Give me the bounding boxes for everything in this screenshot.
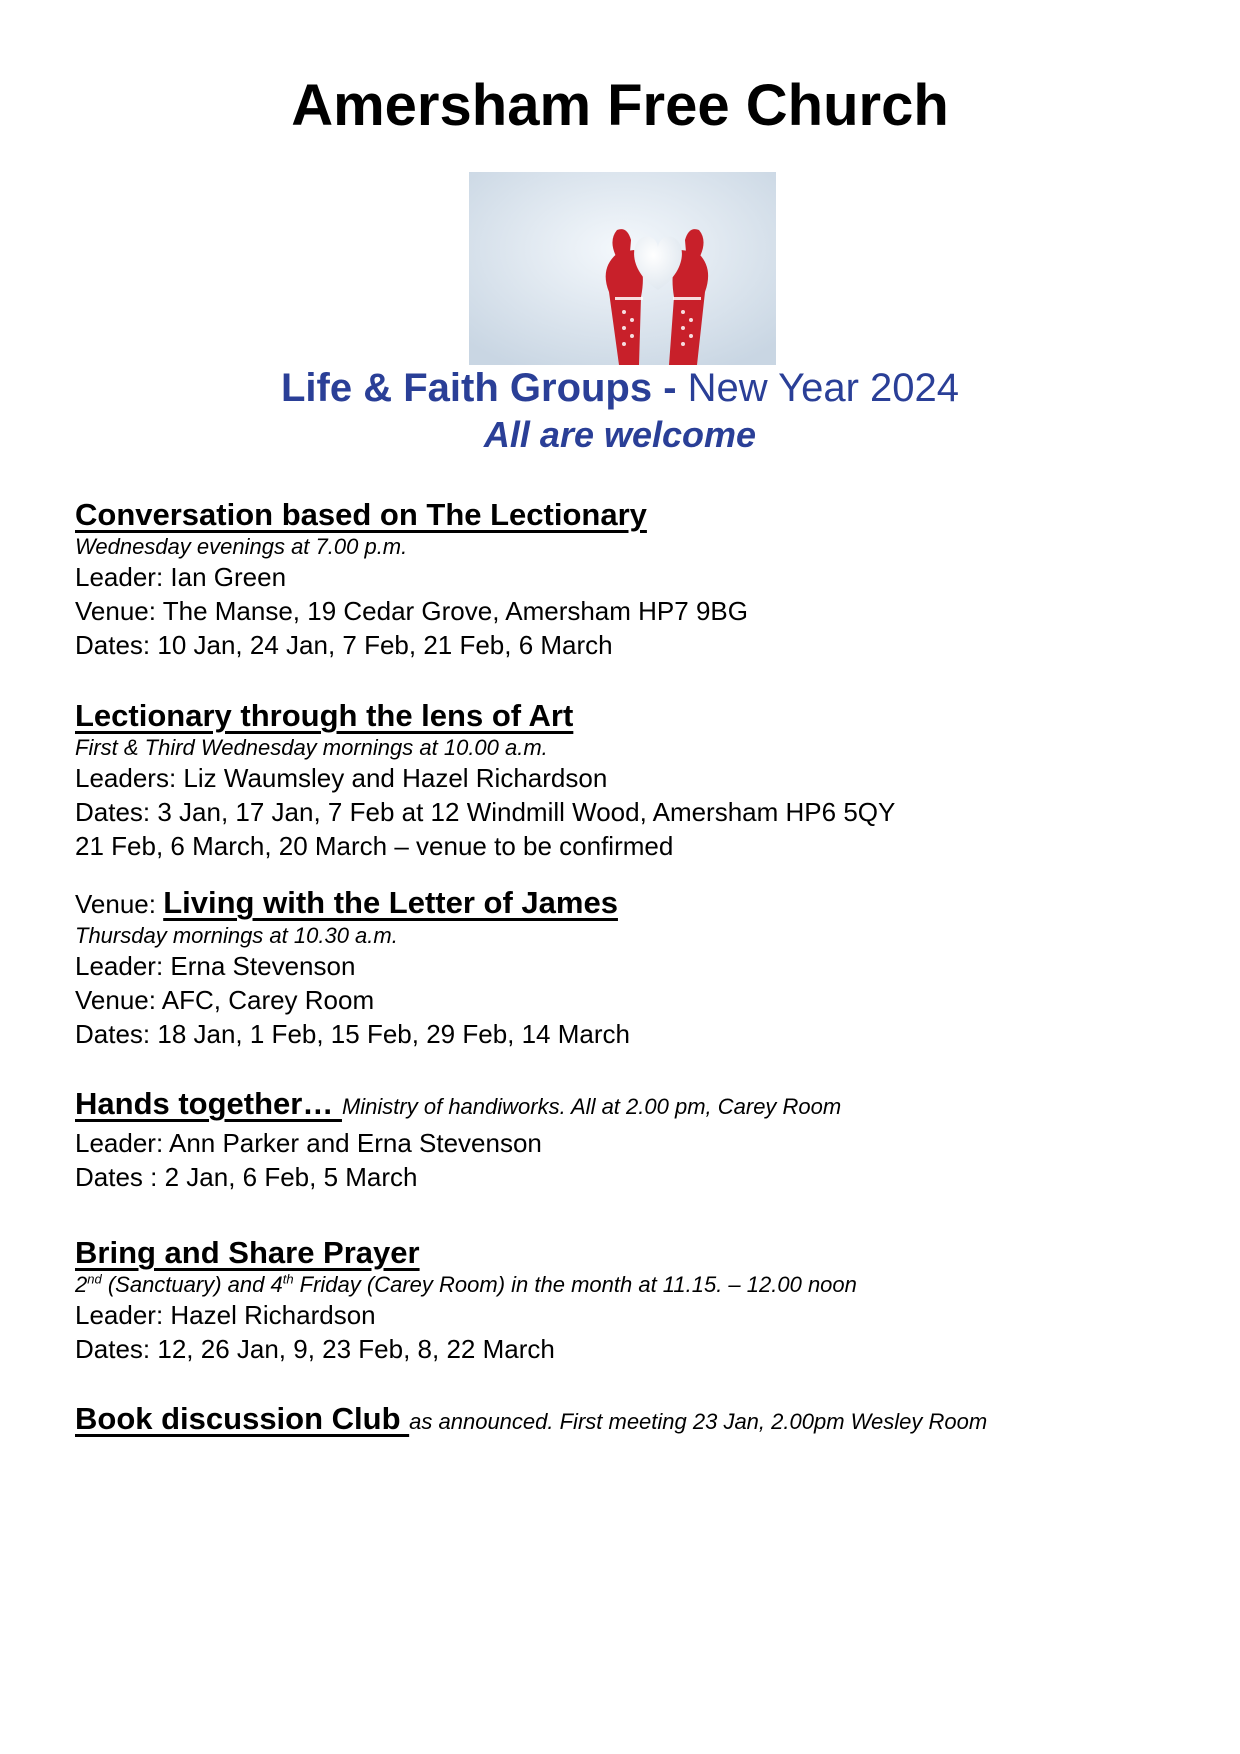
subtitle-rest: New Year 2024: [676, 366, 959, 410]
book-note: as announced. First meeting 23 Jan, 2.00pm Wesley Room: [409, 1409, 988, 1434]
james-heading-row: [75, 884, 1175, 923]
prayer-time-a-sup: nd: [87, 1271, 102, 1287]
lectionary-venue: Venue: The Manse, 19 Cedar Grove, Amersham HP7 9BG: [75, 596, 748, 626]
art-time: First & Third Wednesday mornings at 10.00 a.m.: [75, 735, 548, 760]
book-heading: Book discussion Club: [75, 1401, 410, 1436]
prayer-time-b-sup: th: [282, 1271, 294, 1287]
section-book-club: [75, 1400, 1175, 1441]
prayer-time-a: 2: [75, 1272, 88, 1297]
book-heading-row: [75, 1400, 1175, 1441]
section-hands: [75, 1085, 1175, 1194]
prayer-time-b: (Sanctuary) and 4: [101, 1272, 283, 1297]
james-dates: Dates: 18 Jan, 1 Feb, 15 Feb, 29 Feb, 14 March: [75, 1019, 630, 1049]
art-dates-2: 21 Feb, 6 March, 20 March – venue to be confirmed: [75, 831, 674, 861]
art-heading: Lectionary through the lens of Art: [75, 698, 574, 733]
james-venue: Venue: AFC, Carey Room: [75, 985, 375, 1015]
mittens-heart-image: [469, 172, 776, 365]
subtitle-bold: Life & Faith Groups -: [281, 366, 677, 410]
page-title: Amersham Free Church: [291, 73, 949, 138]
prayer-heading: Bring and Share Prayer: [75, 1235, 420, 1270]
prayer-time: [75, 1272, 1175, 1298]
james-prefix: Venue:: [75, 889, 164, 919]
prayer-dates: Dates: 12, 26 Jan, 9, 23 Feb, 8, 22 March: [75, 1334, 555, 1364]
hands-heading-row: [75, 1085, 1175, 1126]
hands-leader: Leader: Ann Parker and Erna Stevenson: [75, 1128, 542, 1158]
lectionary-heading: Conversation based on The Lectionary: [75, 497, 647, 532]
james-leader: Leader: Erna Stevenson: [75, 951, 356, 981]
lectionary-leader: Leader: Ian Green: [75, 562, 287, 592]
hands-heading: Hands together…: [75, 1086, 342, 1121]
prayer-leader: Leader: Hazel Richardson: [75, 1300, 376, 1330]
art-dates-1: Dates: 3 Jan, 17 Jan, 7 Feb at 12 Windmill Wood, Amersham HP6 5QY: [75, 797, 896, 827]
mittens-heart-icon: [469, 172, 776, 365]
section-prayer: [75, 1234, 1175, 1366]
welcome-text: All are welcome: [483, 414, 757, 455]
hands-note: Ministry of handiworks. All at 2.00 pm, Carey Room: [341, 1094, 842, 1119]
james-time: Thursday mornings at 10.30 a.m.: [75, 923, 398, 948]
james-heading: Living with the Letter of James: [163, 885, 618, 920]
section-art: [75, 697, 1175, 863]
groups-subtitle: [0, 366, 1240, 411]
hands-dates: Dates : 2 Jan, 6 Feb, 5 March: [75, 1162, 418, 1192]
lectionary-time: Wednesday evenings at 7.00 p.m.: [75, 534, 408, 559]
prayer-time-c: Friday (Carey Room) in the month at 11.15. – 12.00 noon: [293, 1272, 857, 1297]
lectionary-dates: Dates: 10 Jan, 24 Jan, 7 Feb, 21 Feb, 6 March: [75, 630, 613, 660]
section-james: [75, 884, 1175, 1051]
art-leaders: Leaders: Liz Waumsley and Hazel Richardson: [75, 763, 608, 793]
section-lectionary: [75, 496, 1175, 662]
